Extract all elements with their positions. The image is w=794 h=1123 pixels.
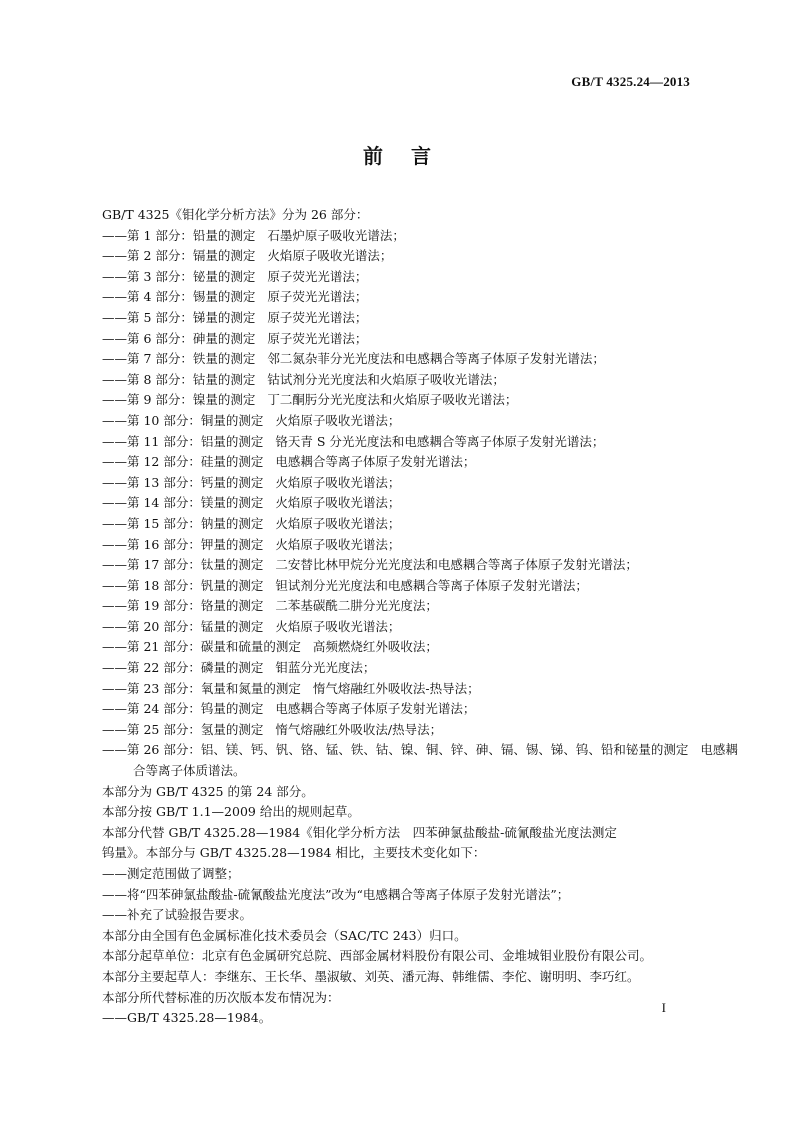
- paragraph-part-number: 本部分为 GB/T 4325 的第 24 部分。: [102, 783, 314, 799]
- part-item: [102, 452, 698, 473]
- part-method: 电感耦合等离子体原子发射光谱法；: [275, 454, 476, 470]
- paragraph-committee: 本部分由全国有色金属标准化技术委员会（SAC/TC 243）归口。: [102, 927, 467, 943]
- part-method: 邻二氮杂菲分光光度法和电感耦合等离子体原子发射光谱法；: [267, 351, 605, 367]
- part-item: [102, 411, 698, 432]
- part-label: ——第 7 部分：铁量的测定: [102, 351, 256, 367]
- part-label: ——第 16 部分：钾量的测定: [102, 536, 264, 552]
- foreword-body: [102, 205, 738, 1029]
- part-item: [102, 555, 698, 576]
- part-label: ——第 26 部分：铝、镁、钙、钒、铬、锰、铁、钴、镍、铜、锌、砷、镉、锡、锑、钨、铅和铋量的测定: [102, 742, 689, 758]
- part-method: 原子荧光光谱法；: [267, 289, 368, 305]
- part-item: [102, 699, 698, 720]
- part-item: [102, 287, 698, 308]
- paragraph-drafting-units: 本部分起草单位：北京有色金属研究总院、西部金属材料股份有限公司、金堆城钼业股份有限公司。: [102, 948, 653, 964]
- paragraph-history: 本部分所代替标准的历次版本发布情况为：: [102, 989, 340, 1005]
- part-method: 高频燃烧红外吸收法；: [312, 639, 438, 655]
- part-item: [102, 596, 698, 617]
- part-label: ——第 23 部分：氧量和氮量的测定: [102, 680, 301, 696]
- part-item: [102, 329, 698, 350]
- part-method: 惰气熔融红外吸收法-热导法；: [312, 680, 480, 696]
- part-method: 火焰原子吸收光谱法；: [275, 495, 401, 511]
- part-method: 铬天青 S 分光光度法和电感耦合等离子体原子发射光谱法；: [275, 433, 605, 449]
- paragraph-replaces-line2: 钨量》。本部分与 GB/T 4325.28—1984 相比，主要技术变化如下：: [102, 845, 486, 861]
- intro-text: GB/T 4325《钼化学分析方法》分为 26 部分：: [102, 207, 369, 222]
- standard-number: GB/T 4325.24—2013: [571, 74, 690, 89]
- parts-list: [102, 226, 738, 761]
- part-item: [102, 617, 698, 638]
- part-label: ——第 21 部分：碳量和硫量的测定: [102, 639, 301, 655]
- part-label: ——第 15 部分：钠量的测定: [102, 515, 264, 531]
- part-label: ——第 22 部分：磷量的测定: [102, 660, 264, 676]
- part-item: [102, 246, 698, 267]
- part-item: [102, 740, 738, 761]
- part-method: 惰气熔融红外吸收法/热导法；: [275, 721, 443, 737]
- part-label: ——第 11 部分：铝量的测定: [102, 433, 264, 449]
- part-method: 石墨炉原子吸收光谱法；: [267, 227, 405, 243]
- part-label: ——第 2 部分：镉量的测定: [102, 248, 256, 264]
- part-label: ——第 24 部分：钨量的测定: [102, 701, 264, 717]
- part-label: ——第 19 部分：铬量的测定: [102, 598, 264, 614]
- part-method: 丁二酮肟分光光度法和火焰原子吸收光谱法；: [267, 392, 518, 408]
- part-method: 二安替比林甲烷分光光度法和电感耦合等离子体原子发射光谱法；: [275, 557, 638, 573]
- paragraph-drafters: 本部分主要起草人：李继东、王长华、墨淑敏、刘英、潘元海、韩维儒、李佗、谢明明、李巧红。: [102, 968, 640, 984]
- part-method: 火焰原子吸收光谱法；: [275, 515, 401, 531]
- part-label: ——第 17 部分：钛量的测定: [102, 557, 264, 573]
- part-method: 钽试剂分光光度法和电感耦合等离子体原子发射光谱法；: [275, 577, 588, 593]
- part-method: 钴试剂分光光度法和火焰原子吸收光谱法；: [267, 371, 505, 387]
- part-label: ——第 13 部分：钙量的测定: [102, 474, 264, 490]
- part-label: ——第 20 部分：锰量的测定: [102, 618, 264, 634]
- change-item: ——测定范围做了调整；: [102, 866, 240, 881]
- part-method: 原子荧光光谱法；: [267, 268, 368, 284]
- part-item: [102, 267, 698, 288]
- part-item: [102, 720, 698, 741]
- part-method: 火焰原子吸收光谱法；: [275, 536, 401, 552]
- part-method: 电感耦合等离子体原子发射光谱法；: [275, 701, 476, 717]
- change-item: ——将“四苯砷氯盐酸盐-硫氰酸盐光度法”改为“电感耦合等离子体原子发射光谱法”；: [102, 886, 570, 902]
- part-item: [102, 390, 698, 411]
- part-item: [102, 658, 698, 679]
- part-item: [102, 514, 698, 535]
- part-item: [102, 535, 698, 556]
- part-label: ——第 1 部分：铅量的测定: [102, 227, 256, 243]
- part-label: ——第 3 部分：铋量的测定: [102, 268, 256, 284]
- part-item: [102, 576, 698, 597]
- part-item: [102, 349, 698, 370]
- page-title: 前言: [363, 144, 459, 168]
- part-label: ——第 6 部分：砷量的测定: [102, 330, 256, 346]
- part-item: [102, 493, 698, 514]
- history-item: ——GB/T 4325.28—1984。: [102, 1010, 272, 1026]
- part-method: 原子荧光光谱法；: [267, 309, 368, 325]
- part-item: [102, 432, 698, 453]
- part-label: ——第 14 部分：镁量的测定: [102, 495, 264, 511]
- part-label: ——第 10 部分：铜量的测定: [102, 412, 264, 428]
- part-label: ——第 18 部分：钒量的测定: [102, 577, 264, 593]
- page-number: I: [661, 1000, 666, 1015]
- part-item: [102, 226, 698, 247]
- part-label: ——第 5 部分：锑量的测定: [102, 309, 256, 325]
- part-method: 钼蓝分光光度法；: [275, 660, 376, 676]
- part-method: 火焰原子吸收光谱法；: [275, 474, 401, 490]
- part-method: 火焰原子吸收光谱法；: [275, 412, 401, 428]
- part-method: 原子荧光光谱法；: [267, 330, 368, 346]
- part-method: 火焰原子吸收光谱法；: [275, 618, 401, 634]
- part-method: 电感耦: [700, 742, 738, 758]
- part-item: [102, 637, 698, 658]
- part-label: ——第 8 部分：钴量的测定: [102, 371, 256, 387]
- part-label: ——第 9 部分：镍量的测定: [102, 392, 256, 408]
- part-item: [102, 308, 698, 329]
- part-method: 二苯基碳酰二肼分光光度法；: [275, 598, 438, 614]
- part-item: [102, 679, 698, 700]
- part-item: [102, 473, 698, 494]
- part-label: ——第 12 部分：硅量的测定: [102, 454, 264, 470]
- change-item: ——补充了试验报告要求。: [102, 907, 253, 923]
- part-item: [102, 370, 698, 391]
- part-label: ——第 25 部分：氢量的测定: [102, 721, 264, 737]
- part-method: 火焰原子吸收光谱法；: [267, 248, 393, 264]
- part-26-continuation: 合等离子体质谱法。: [133, 763, 246, 779]
- part-label: ——第 4 部分：锡量的测定: [102, 289, 256, 305]
- paragraph-drafting-rules: 本部分按 GB/T 1.1—2009 给出的规则起草。: [102, 804, 360, 820]
- paragraph-replaces-line1: 本部分代替 GB/T 4325.28—1984《钼化学分析方法 四苯砷氯盐酸盐-硫氰酸盐光度法测定: [102, 824, 617, 840]
